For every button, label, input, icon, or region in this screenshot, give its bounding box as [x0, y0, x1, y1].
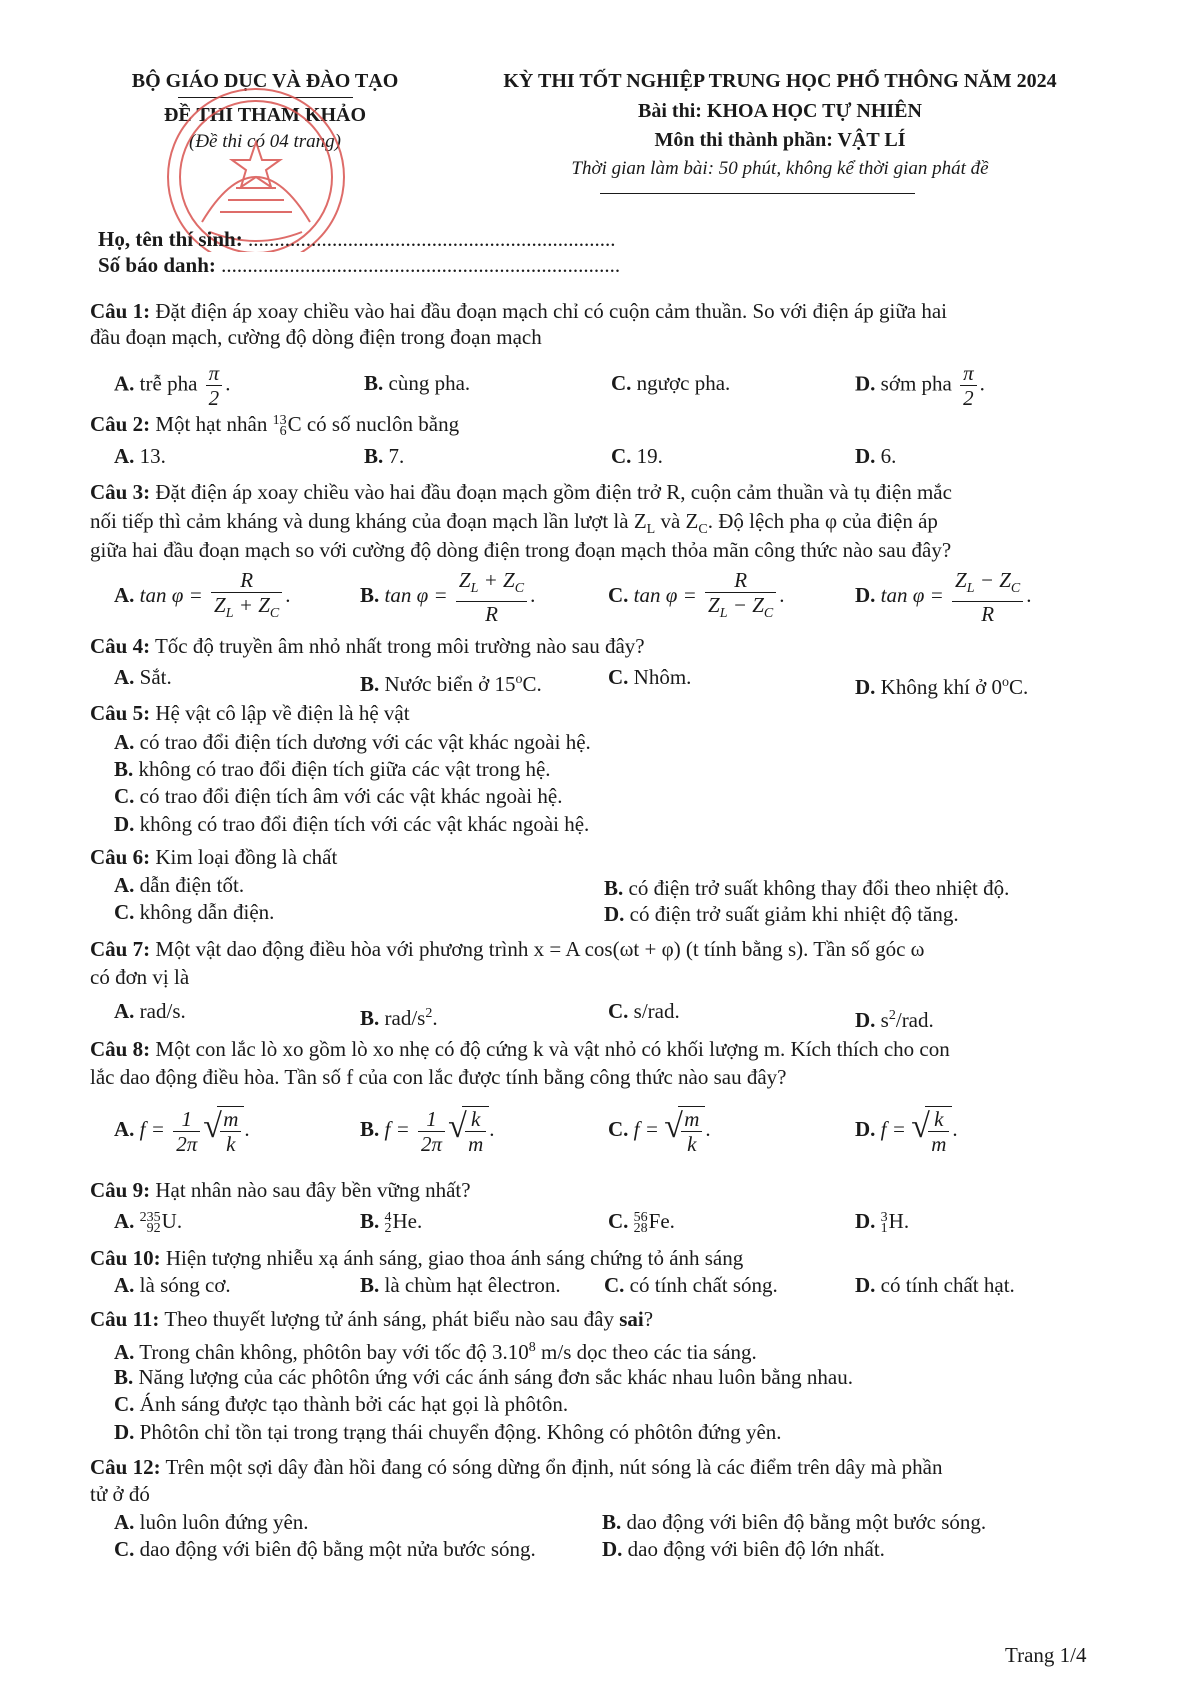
question-11-option-a: A. Trong chân không, phôtôn bay với tốc độ 3.10$^8$ m/s dọc theo các tia sáng. [114, 1340, 757, 1364]
question-11-option-d: D. Phôtôn chỉ tồn tại trong trạng thái chuyển động. Không có phôtôn đứng yên. [114, 1420, 782, 1444]
ministry-name: BỘ GIÁO DỤC VÀ ĐÀO TẠO [131, 70, 399, 92]
question-5-option-d: D. không có trao đổi điện tích với các vật khác ngoài hệ. [114, 812, 590, 836]
question-9-option-d: D. 3 1 H. [855, 1209, 910, 1237]
candidate-id-row [98, 253, 620, 278]
official-seal-stamp [140, 72, 372, 252]
question-12-stem-cont: tử ở đó [90, 1482, 150, 1506]
question-7-option-b: B. rad/$s^2$. [360, 1006, 438, 1030]
question-1-stem: Câu 1: Đặt điện áp xoay chiều vào hai đầu đoạn mạch chỉ có cuộn cảm thuần. So với điện áp giữa hai [90, 299, 947, 323]
question-7-option-a: A. rad/s. [114, 999, 186, 1023]
question-2-option-c: C. 19. [611, 444, 663, 468]
question-10-option-d: D. có tính chất hạt. [855, 1273, 1015, 1297]
header-divider-right [600, 193, 915, 194]
question-6-option-c: C. không dẫn điện. [114, 900, 275, 924]
question-12-stem: Câu 12: Trên một sợi dây đàn hồi đang có sóng dừng ổn định, nút sóng là các điểm trên dây mà phần [90, 1455, 943, 1479]
question-4-option-d: D. Không khí ở 0$^o$C. [855, 675, 1029, 699]
question-5-stem: Câu 5: Hệ vật cô lập về điện là hệ vật [90, 701, 410, 725]
page-number: Trang 1/4 [1005, 1643, 1087, 1667]
question-5-option-a: A. có trao đổi điện tích dương với các vật khác ngoài hệ. [114, 730, 591, 754]
candidate-name-dots: ...................................................................... [247, 227, 616, 251]
candidate-id-dots: ............................................................................ [221, 253, 621, 277]
question-6-option-d: D. có điện trở suất giảm khi nhiệt độ tăng. [604, 902, 959, 926]
question-4-option-b: B. Nước biển ở 15$^o$C. [360, 672, 542, 696]
question-2-option-d: D. 6. [855, 444, 897, 468]
question-9-option-c: C. 56 28 Fe. [608, 1209, 675, 1237]
question-6-option-b: B. có điện trở suất không thay đổi theo nhiệt độ. [604, 876, 1010, 900]
question-11-option-c: C. Ánh sáng được tạo thành bởi các hạt gọi là phôtôn. [114, 1392, 569, 1416]
question-3-stem-cont2: giữa hai đầu đoạn mạch so với cường độ dòng điện trong đoạn mạch thỏa mãn công thức nào sau đây? [90, 538, 952, 562]
question-12-option-c: C. dao động với biên độ bằng một nửa bước sóng. [114, 1537, 536, 1561]
exam-paper: Bài thi: KHOA HỌC TỰ NHIÊN [638, 100, 922, 122]
question-11-stem: Câu 11: Theo thuyết lượng tử ánh sáng, phát biểu nào sau đây sai? [90, 1307, 654, 1331]
question-6-option-a: A. dẫn điện tốt. [114, 873, 245, 897]
exam-subject: Môn thi thành phần: VẬT LÍ [654, 129, 906, 151]
question-9-option-a: A. 235 92 U. [114, 1209, 183, 1237]
question-1-option-d: D. sớm pha $\frac{\pi}{2}$ . [855, 361, 985, 410]
question-4-option-c: C. Nhôm. [608, 665, 692, 689]
question-7-option-c: C. s/rad. [608, 999, 680, 1023]
question-8-option-a: A. f = $\frac{1}{2\pi}$ √ $\frac{m}{k}$ . [114, 1106, 250, 1156]
question-3-option-d: D. tan φ = $\frac{Z_L - Z_C}{R}$ . [855, 568, 1032, 627]
question-5-option-b: B. không có trao đổi điện tích giữa các vật trong hệ. [114, 757, 551, 781]
exam-time: Thời gian làm bài: 50 phút, không kể thời gian phát đề [571, 158, 989, 179]
question-3-stem: Câu 3: Đặt điện áp xoay chiều vào hai đầu đoạn mạch gồm điện trở R, cuộn cảm thuần và tụ điện mắc [90, 480, 952, 504]
question-1-option-a: A. trễ pha $\frac{\pi}{2}$ . [114, 361, 231, 410]
question-7-stem-cont: có đơn vị là [90, 965, 190, 989]
question-2-stem: Câu 2: Một hạt nhân 13 6 C có số nuclôn bằng [90, 412, 460, 440]
candidate-name-label: Họ, tên thí sinh: [98, 227, 243, 251]
question-7-stem: Câu 7: Một vật dao động điều hòa với phương trình x = A cos(ωt + φ) (t tính bằng s). Tần số góc ω [90, 937, 925, 961]
question-6-stem: Câu 6: Kim loại đồng là chất [90, 845, 338, 869]
question-8-stem: Câu 8: Một con lắc lò xo gồm lò xo nhẹ có độ cứng k và vật nhỏ có khối lượng m. Kích thích cho con [90, 1037, 950, 1061]
question-2-option-b: B. 7. [364, 444, 405, 468]
candidate-id-label: Số báo danh: [98, 253, 216, 277]
question-2-option-a: A. 13. [114, 444, 166, 468]
question-3-option-c: C. tan φ = $\frac{R}{Z_L - Z_C}$ . [608, 568, 785, 622]
question-4-option-a: A. Sắt. [114, 665, 172, 689]
question-8-stem-cont: lắc dao động điều hòa. Tần số f của con lắc được tính bằng công thức nào sau đây? [90, 1065, 787, 1089]
exam-title: KỲ THI TỐT NGHIỆP TRUNG HỌC PHỔ THÔNG NĂM 2024 [503, 70, 1057, 92]
doc-type: ĐỀ THI THAM KHẢO [163, 104, 367, 126]
question-8-option-b: B. f = $\frac{1}{2\pi}$ √ $\frac{k}{m}$ . [360, 1106, 495, 1156]
question-12-option-d: D. dao động với biên độ lớn nhất. [602, 1537, 885, 1561]
question-9-option-b: B. 4 2 He. [360, 1209, 423, 1237]
candidate-name-row [98, 227, 615, 252]
question-10-option-c: C. có tính chất sóng. [604, 1273, 778, 1297]
question-8-option-d: D. f = √ $\frac{k}{m}$ . [855, 1107, 958, 1156]
question-12-option-a: A. luôn luôn đứng yên. [114, 1510, 309, 1534]
question-3-option-b: B. tan φ = $\frac{Z_L + Z_C}{R}$ . [360, 568, 536, 627]
question-1-option-b: B. cùng pha. [364, 371, 471, 395]
question-4-stem: Câu 4: Tốc độ truyền âm nhỏ nhất trong môi trường nào sau đây? [90, 634, 645, 658]
question-3-stem-cont: nối tiếp thì cảm kháng và dung kháng của đoạn mạch lần lượt là $Z_L$ và $Z_C$. Độ lệch pha φ của điện áp [90, 509, 938, 538]
question-8-option-c: C. f = √ $\frac{m}{k}$ . [608, 1107, 711, 1156]
question-3-option-a: A. tan φ = $\frac{R}{Z_L + Z_C}$ . [114, 568, 291, 622]
question-1-option-c: C. ngược pha. [611, 371, 731, 395]
question-10-option-b: B. là chùm hạt êlectron. [360, 1273, 561, 1297]
question-10-stem: Câu 10: Hiện tượng nhiễu xạ ánh sáng, giao thoa ánh sáng chứng tỏ ánh sáng [90, 1246, 744, 1270]
question-7-option-d: D. $s^2$/rad. [855, 1008, 934, 1032]
question-10-option-a: A. là sóng cơ. [114, 1273, 231, 1297]
question-1-stem-cont: đầu đoạn mạch, cường độ dòng điện trong đoạn mạch [90, 325, 542, 349]
question-12-option-b: B. dao động với biên độ bằng một bước sóng. [602, 1510, 987, 1534]
question-5-option-c: C. có trao đổi điện tích âm với các vật khác ngoài hệ. [114, 784, 563, 808]
question-11-option-b: B. Năng lượng của các phôtôn ứng với các ánh sáng đơn sắc khác nhau luôn bằng nhau. [114, 1365, 853, 1389]
pages-note: (Đề thi có 04 trang) [189, 131, 341, 152]
question-9-stem: Câu 9: Hạt nhân nào sau đây bền vững nhất? [90, 1178, 471, 1202]
